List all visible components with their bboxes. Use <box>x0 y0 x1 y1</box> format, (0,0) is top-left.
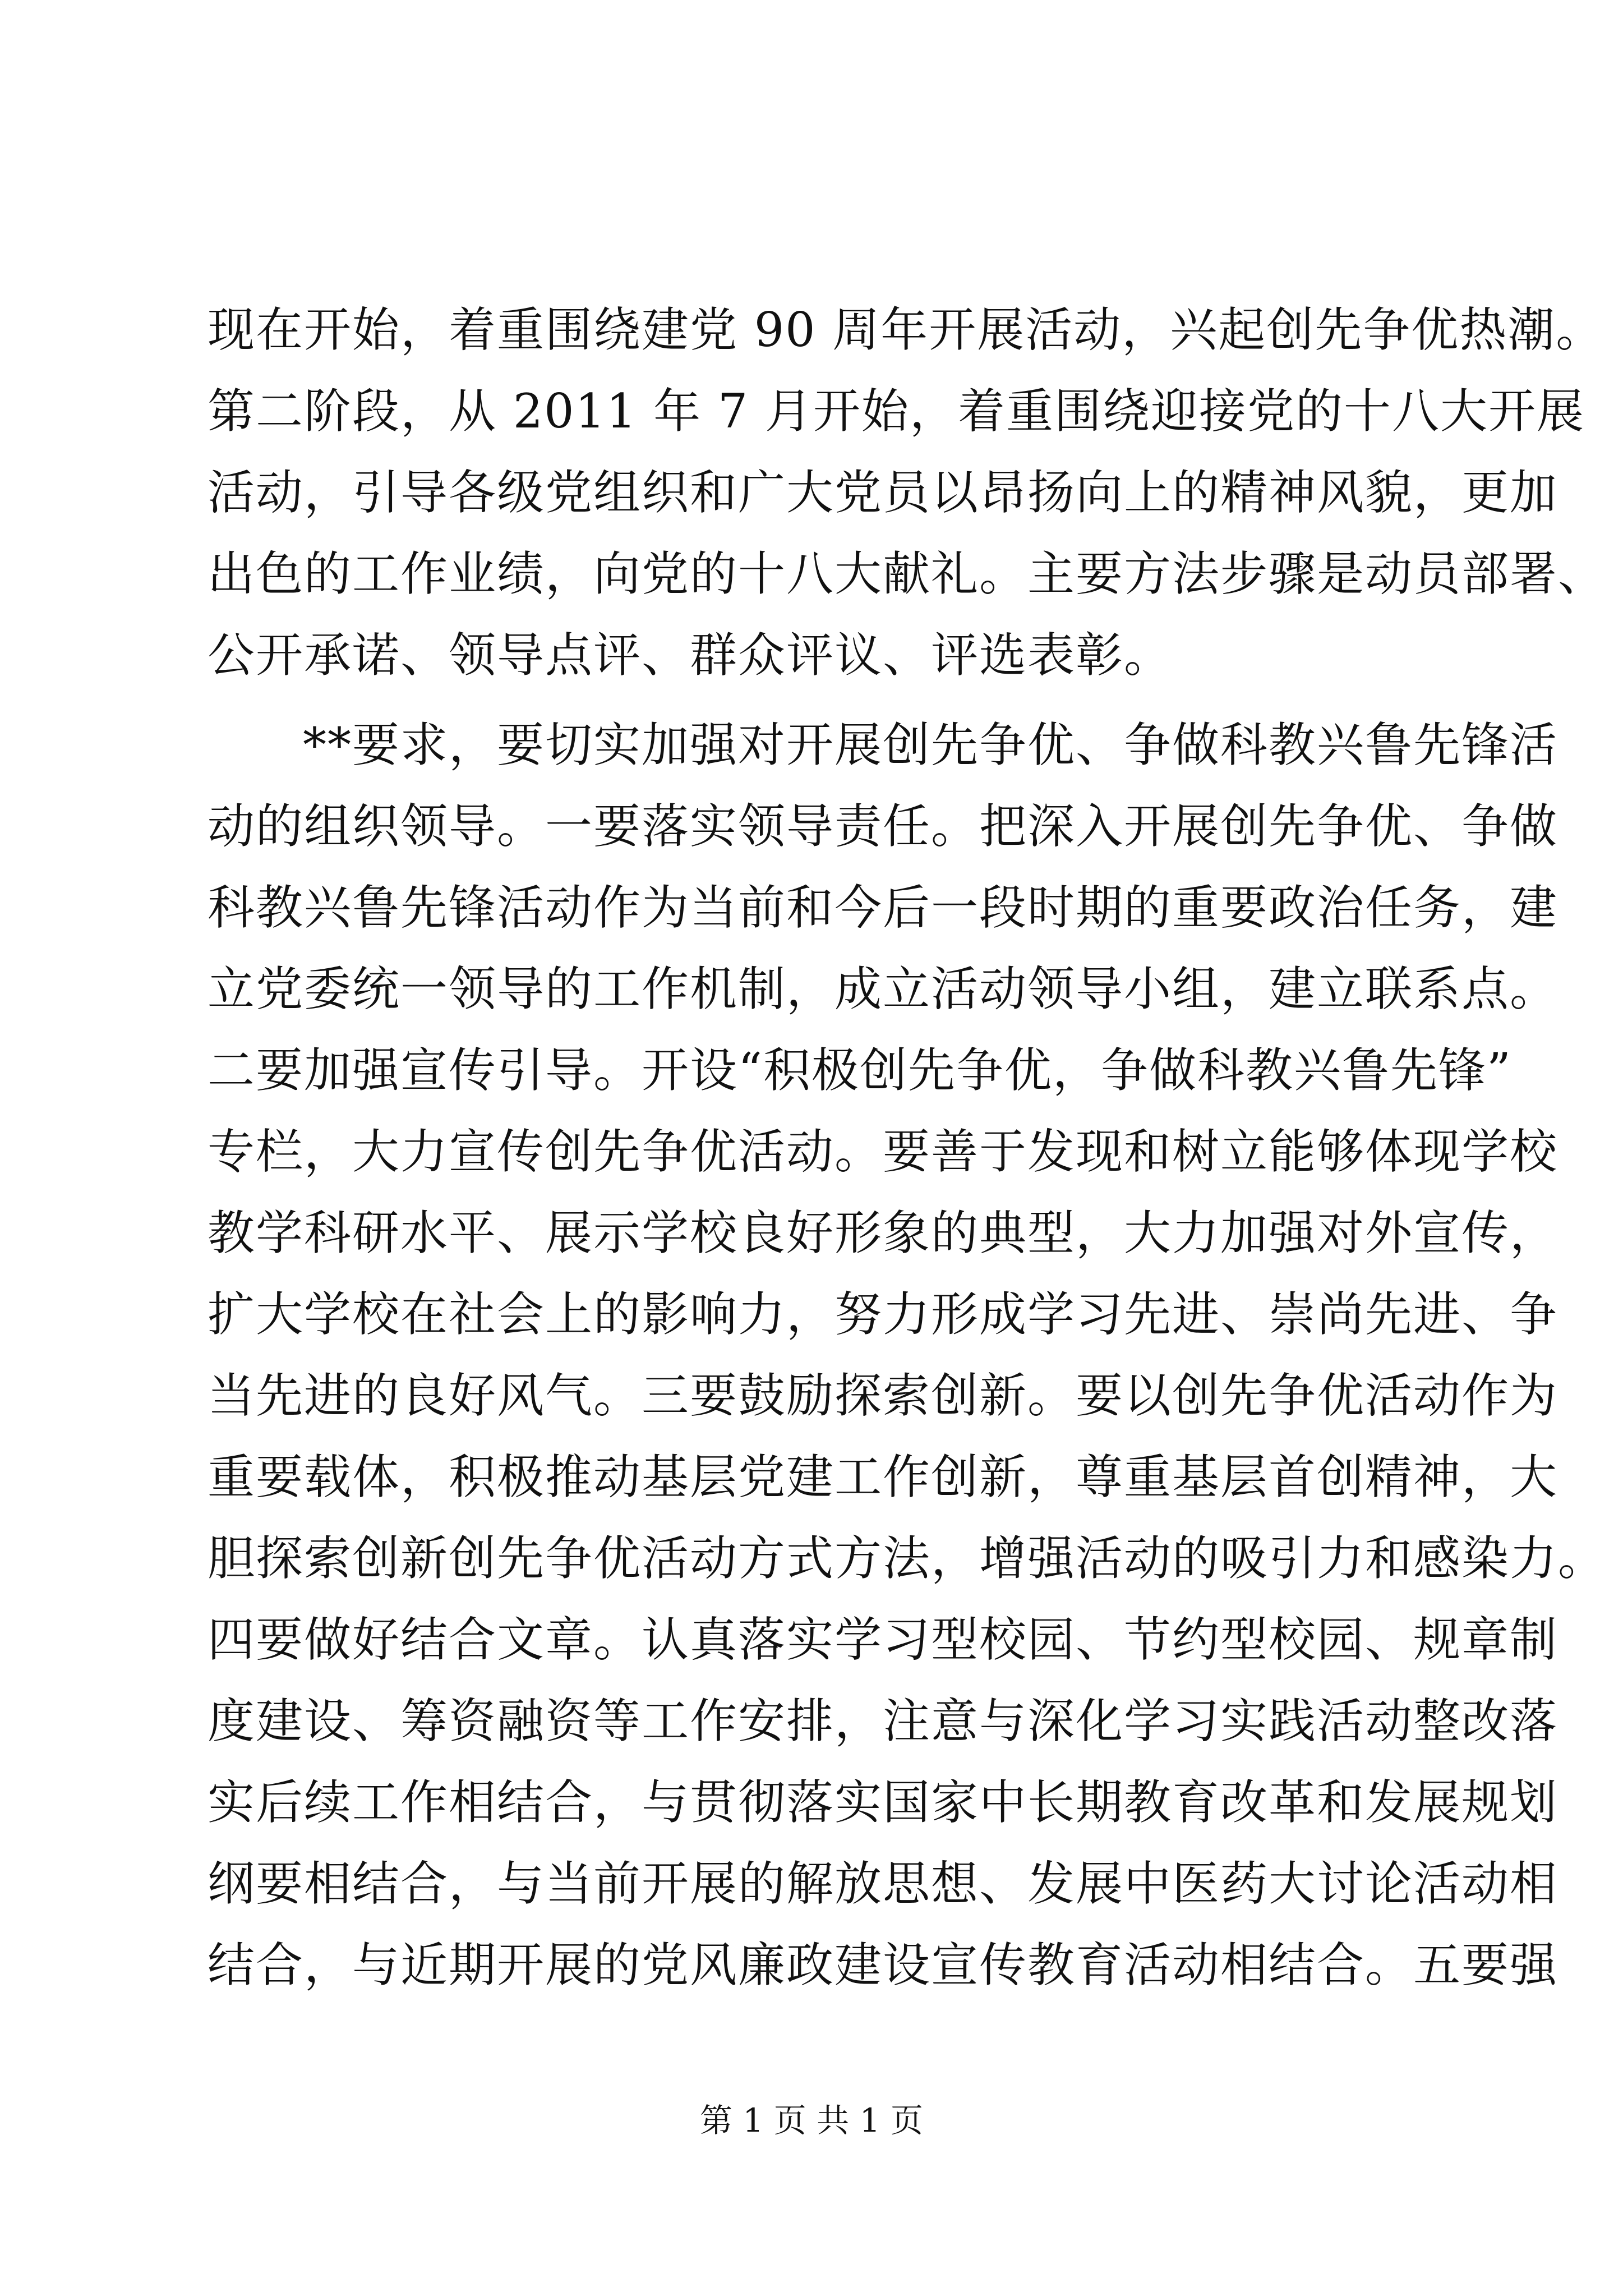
text-line: 结合，与近期开展的党风廉政建设宣传教育活动相结合。五要强 <box>208 1938 1559 1993</box>
text-line: 现在开始，着重围绕建党 90 周年开展活动，兴起创先争优热潮。 <box>208 302 1604 357</box>
text-line: 活动，引导各级党组织和广大党员以昂扬向上的精神风貌，更加 <box>208 465 1559 520</box>
text-line: 重要载体，积极推动基层党建工作创新，尊重基层首创精神，大 <box>208 1450 1559 1504</box>
text-line: 科教兴鲁先锋活动作为当前和今后一段时期的重要政治任务，建 <box>208 880 1559 935</box>
text-line: 扩大学校在社会上的影响力，努力形成学习先进、崇尚先进、争 <box>208 1287 1559 1342</box>
text-line: 教学科研水平、展示学校良好形象的典型，大力加强对外宣传， <box>208 1205 1559 1260</box>
text-line: 第二阶段，从 2011 年 7 月开始，着重围绕迎接党的十八大开展 <box>208 384 1585 439</box>
text-line: 动的组织领导。一要落实领导责任。把深入开展创先争优、争做 <box>208 799 1559 854</box>
text-line: 胆探索创新创先争优活动方式方法，增强活动的吸引力和感染力。 <box>208 1531 1607 1586</box>
paragraph-first-line: **要求，要切实加强对开展创先争优、争做科教兴鲁先锋活 <box>303 717 1559 772</box>
page-footer: 第 1 页 共 1 页 <box>700 2101 923 2139</box>
text-line: 二要加强宣传引导。开设“积极创先争优，争做科教兴鲁先锋” <box>208 1043 1512 1098</box>
text-line: 出色的工作业绩，向党的十八大献礼。主要方法步骤是动员部署、 <box>208 546 1607 601</box>
text-line: 四要做好结合文章。认真落实学习型校园、节约型校园、规章制 <box>208 1612 1559 1667</box>
text-line: 当先进的良好风气。三要鼓励探索创新。要以创先争优活动作为 <box>208 1368 1559 1423</box>
text-line: 立党委统一领导的工作机制，成立活动领导小组，建立联系点。 <box>208 961 1559 1016</box>
text-line: 纲要相结合，与当前开展的解放思想、发展中医药大讨论活动相 <box>208 1856 1559 1911</box>
text-line: 公开承诺、领导点评、群众评议、评选表彰。 <box>208 628 1173 683</box>
text-line: 实后续工作相结合，与贯彻落实国家中长期教育改革和发展规划 <box>208 1775 1559 1830</box>
text-line: 专栏，大力宣传创先争优活动。要善于发现和树立能够体现学校 <box>208 1124 1559 1179</box>
text-line: 度建设、筹资融资等工作安排，注意与深化学习实践活动整改落 <box>208 1694 1559 1749</box>
